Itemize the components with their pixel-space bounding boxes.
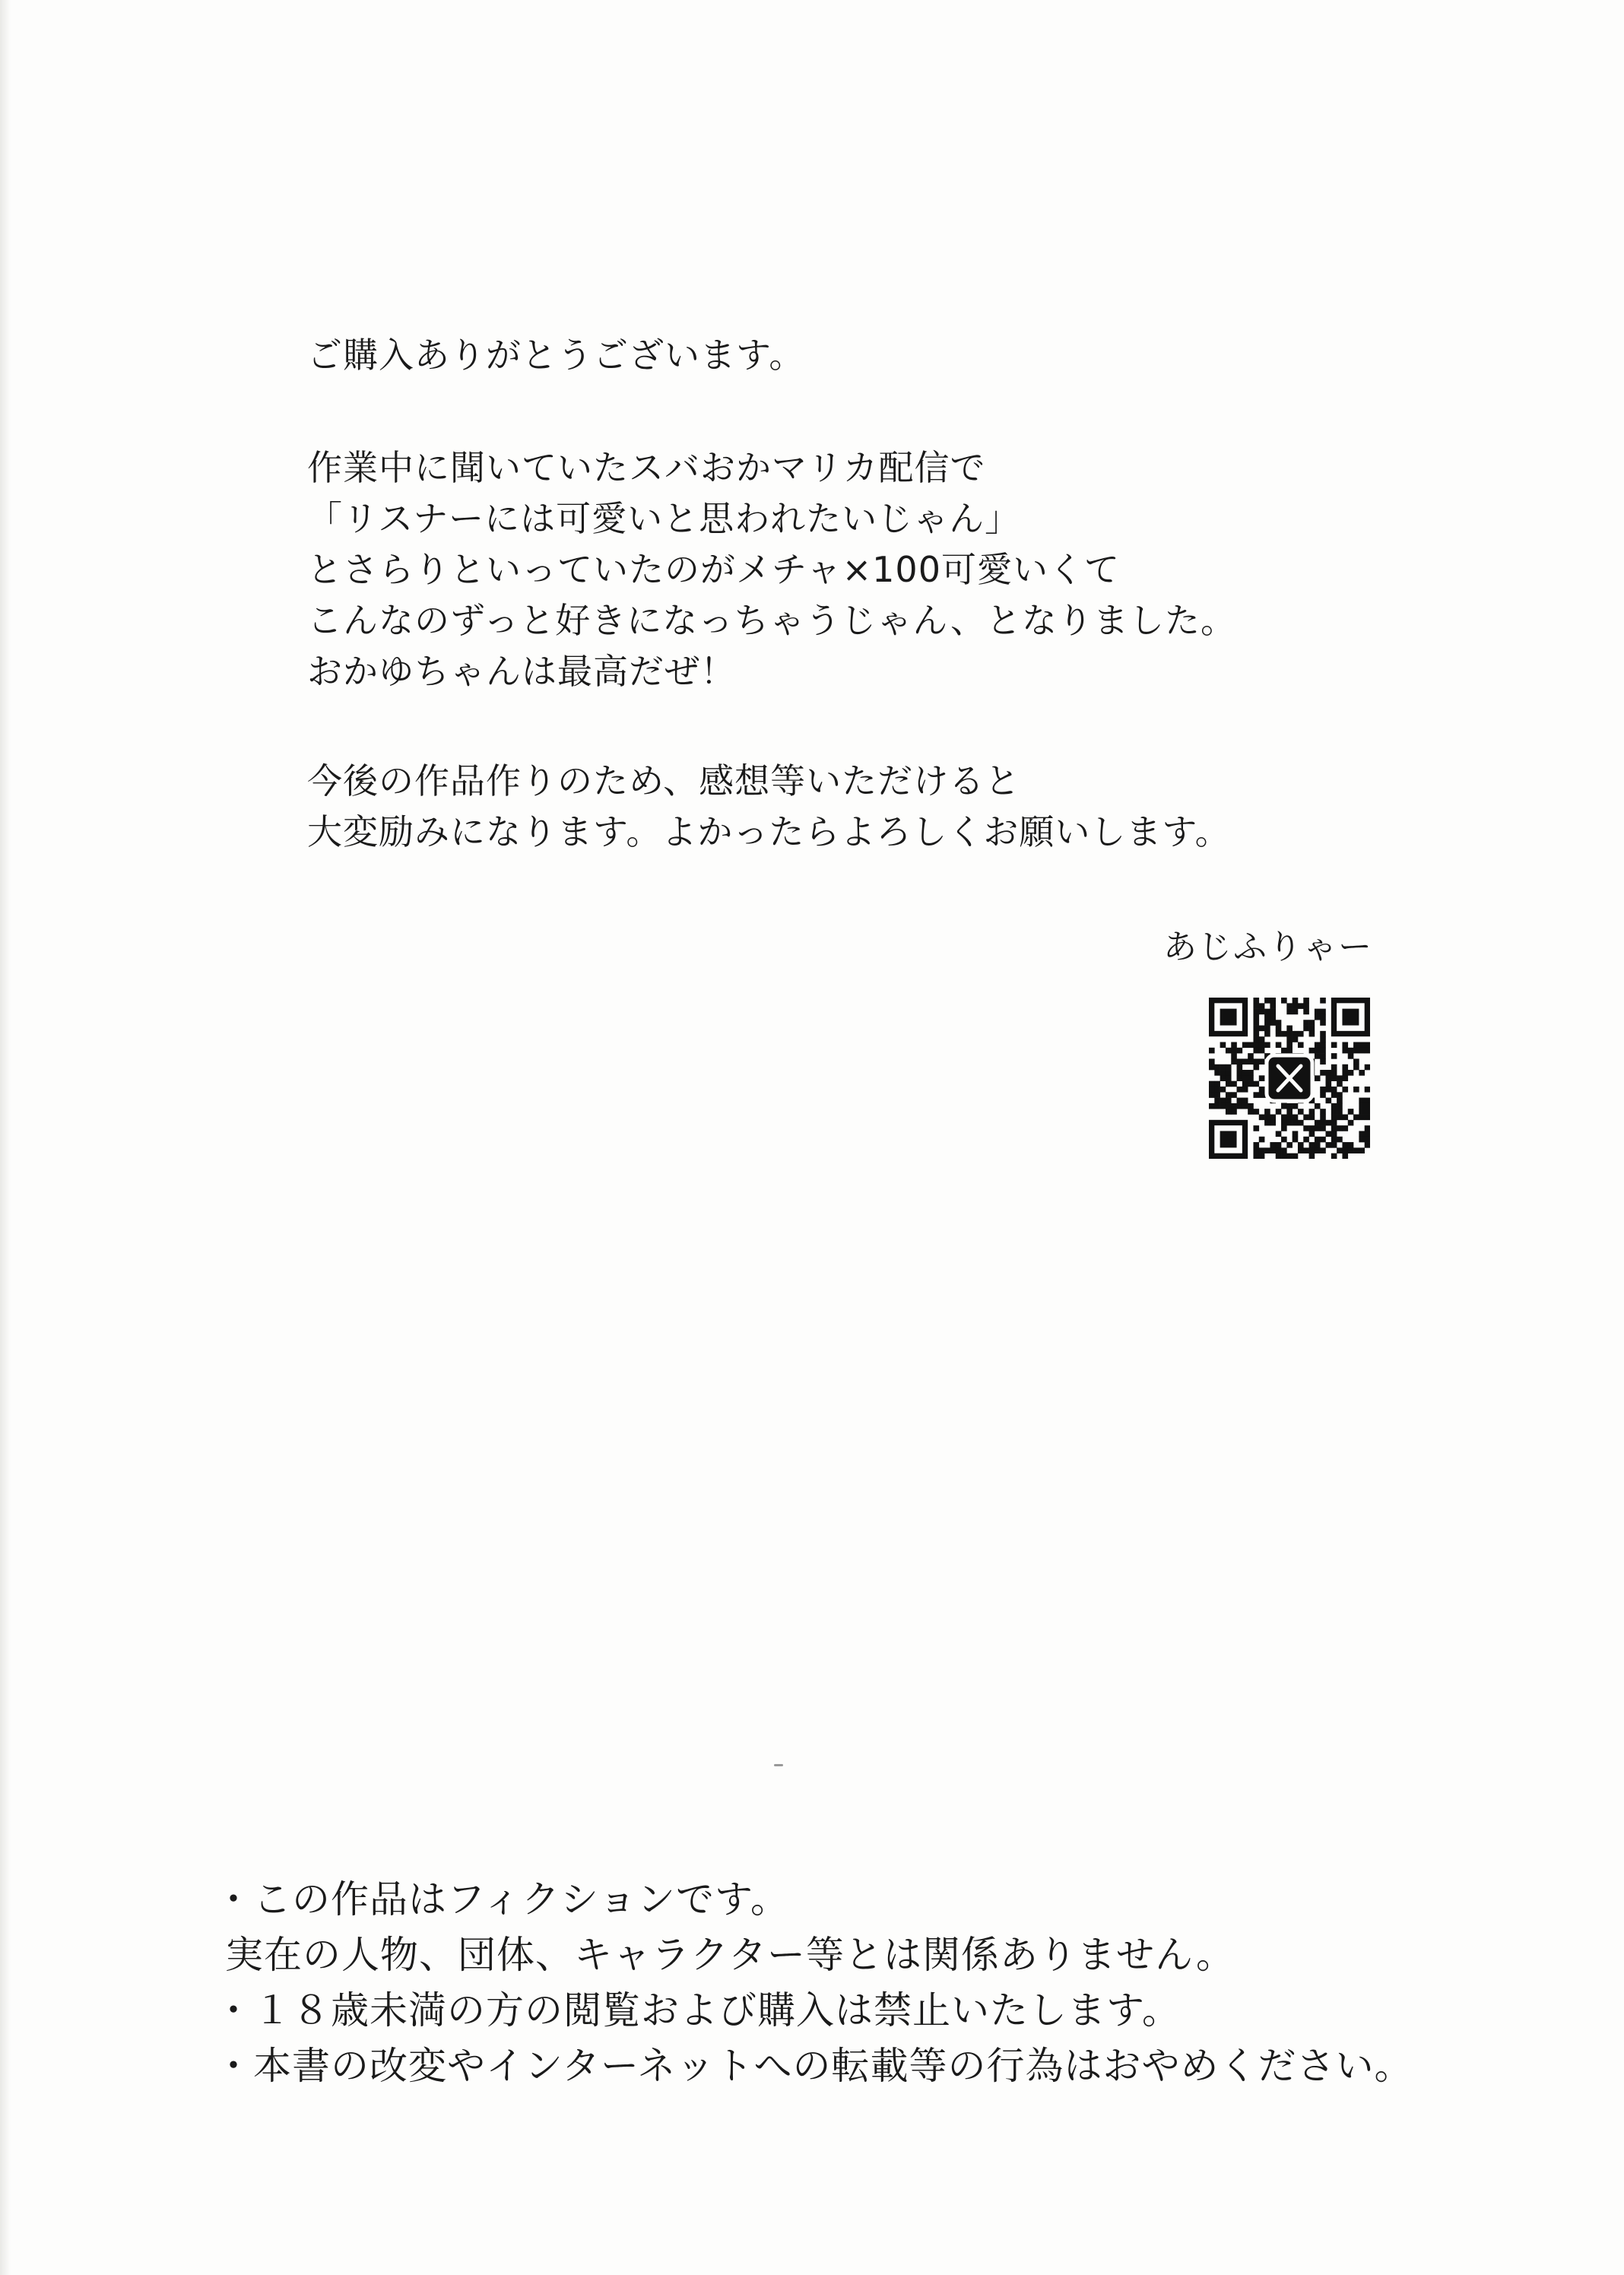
greeting-line: ご購入ありがとうございます。 [307, 335, 805, 376]
note-line: ・この作品はフィクションです。 [214, 1877, 789, 1921]
qr-code[interactable] [1209, 998, 1370, 1159]
body-line: とさらりといっていたのがメチャ×100可愛いくて [307, 549, 1120, 590]
note-line: ・本書の改変やインターネットへの転載等の行為はおやめください。 [214, 2044, 1413, 2088]
scan-speck [774, 1764, 783, 1766]
body-paragraph [307, 443, 1236, 697]
paper-edge-shadow [0, 0, 11, 2275]
greeting-paragraph [307, 330, 804, 381]
note-line: 実在の人物、団体、キャラクター等とは関係ありません。 [225, 1933, 1235, 1977]
request-paragraph [307, 756, 1231, 858]
disclaimer-notes [214, 1872, 1413, 2094]
request-line: 今後の作品作りのため、感想等いただけると [307, 760, 1021, 801]
qr-code-graphic [1209, 998, 1370, 1159]
note-line: ・１８歳未満の方の閲覧および購入は禁止いたします。 [214, 1988, 1181, 2032]
body-line: こんなのずっと好きになっちゃうじゃん、となりました。 [307, 600, 1236, 641]
body-line: 「リスナーには可愛いと思われたいじゃん」 [307, 498, 1021, 539]
request-line: 大変励みになります。よかったらよろしくお願いします。 [307, 811, 1231, 852]
author-signature: あじふりゃー [1163, 928, 1373, 966]
body-line: 作業中に聞いていたスバおかマリカ配信で [307, 447, 986, 488]
body-line: おかゆちゃんは最高だぜ！ [307, 651, 736, 692]
